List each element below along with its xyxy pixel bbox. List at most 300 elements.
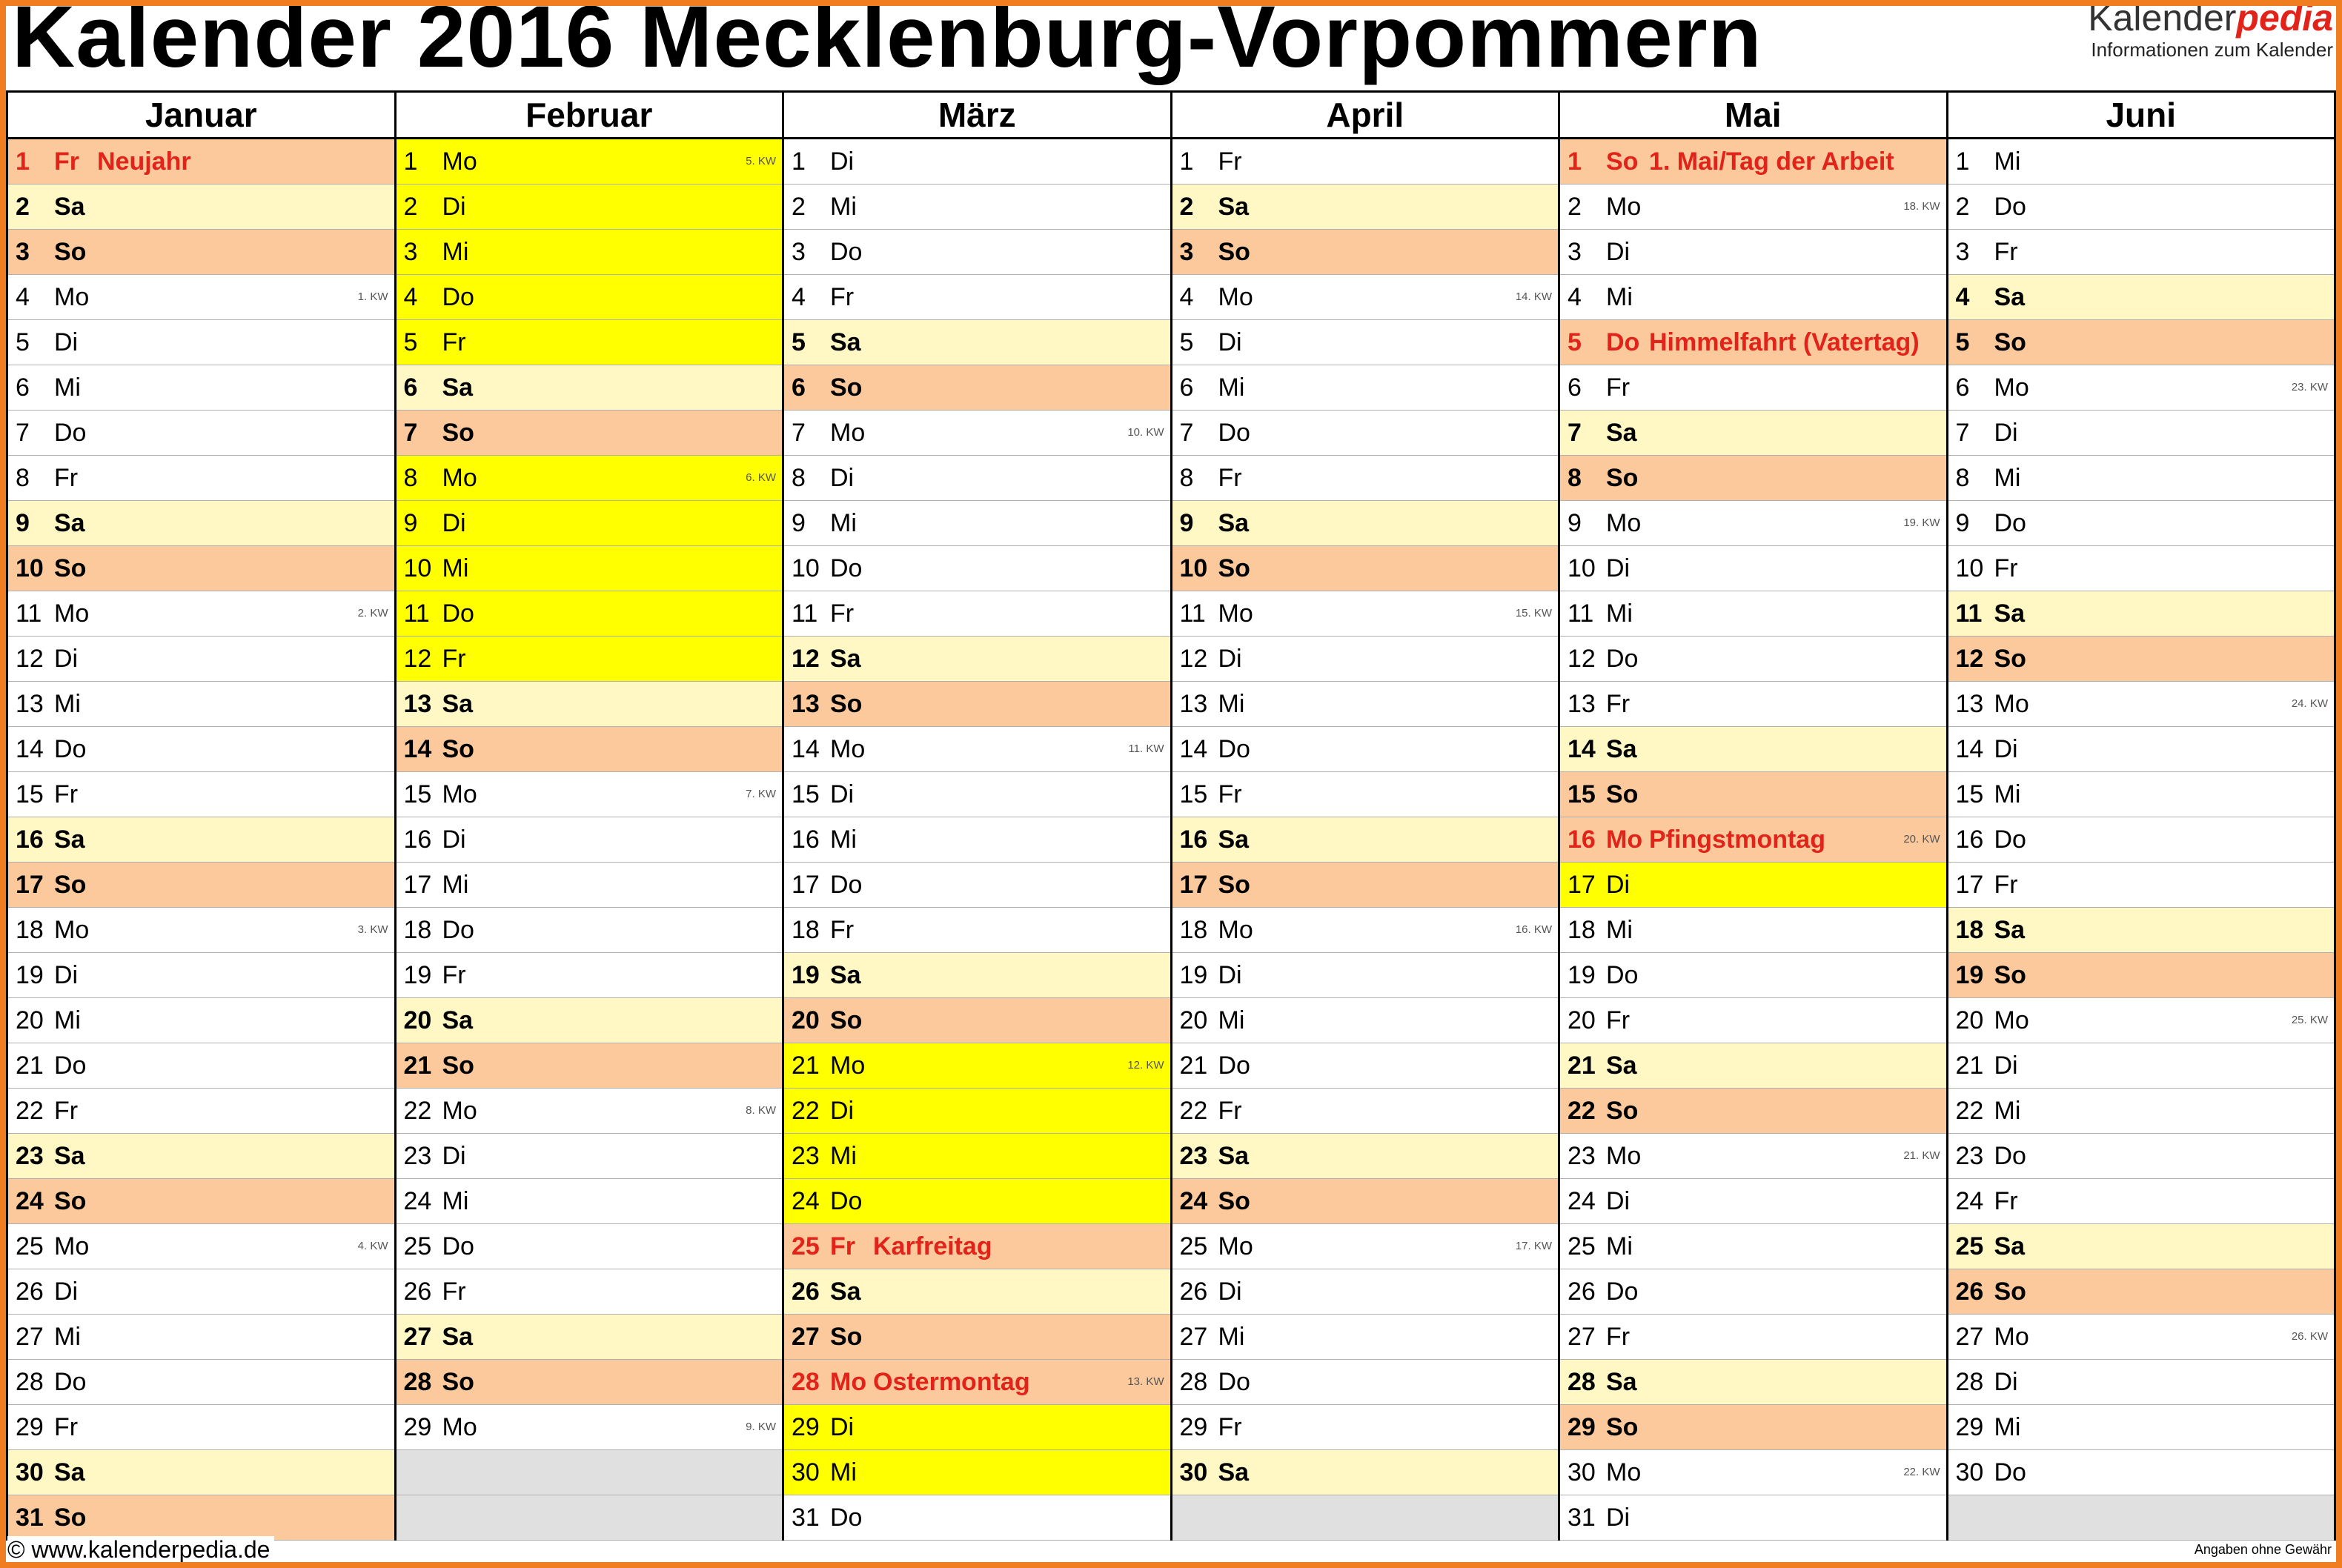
day-number: 14 bbox=[1568, 735, 1596, 763]
day-number: 22 bbox=[1955, 1097, 1984, 1125]
weekday-label: Fr bbox=[442, 961, 466, 989]
weekday-label: Do bbox=[830, 1187, 863, 1215]
weekday-label: Fr bbox=[1218, 1097, 1242, 1125]
day-cell bbox=[8, 365, 394, 411]
weekday-label: So bbox=[442, 1052, 474, 1080]
weekday-label: Mo bbox=[1218, 916, 1253, 944]
day-number: 25 bbox=[792, 1232, 820, 1260]
day-cell bbox=[1172, 501, 1559, 546]
calendar-week-label: 7. KW bbox=[746, 788, 776, 800]
day-number: 18 bbox=[1568, 916, 1596, 944]
day-cell bbox=[1172, 456, 1559, 501]
day-cell bbox=[784, 1089, 1170, 1134]
weekday-label: Sa bbox=[1218, 193, 1250, 221]
month-column bbox=[397, 93, 785, 1541]
day-cell bbox=[784, 365, 1170, 411]
day-cell bbox=[1172, 546, 1559, 591]
brand-subtitle: Informationen zum Kalender bbox=[2091, 39, 2333, 61]
weekday-label: Sa bbox=[830, 645, 861, 673]
weekday-label: So bbox=[1606, 464, 1639, 492]
weekday-label: Fr bbox=[1606, 373, 1631, 402]
day-number: 27 bbox=[1568, 1323, 1596, 1351]
day-cell bbox=[397, 727, 783, 772]
weekday-label: Do bbox=[54, 735, 87, 763]
day-number: 19 bbox=[403, 961, 432, 989]
weekday-label: So bbox=[1994, 645, 2026, 673]
day-number: 29 bbox=[1955, 1413, 1984, 1441]
brand-name-part2: pedia bbox=[2236, 0, 2333, 39]
weekday-label: Mi bbox=[1606, 599, 1633, 628]
weekday-label: Mi bbox=[830, 1142, 857, 1170]
day-number: 23 bbox=[792, 1142, 820, 1170]
holiday-label: Himmelfahrt (Vatertag) bbox=[1649, 328, 1920, 356]
day-number: 10 bbox=[792, 554, 820, 582]
day-cell bbox=[784, 546, 1170, 591]
day-number: 13 bbox=[16, 690, 44, 718]
calendar-week-label: 2. KW bbox=[357, 607, 388, 619]
day-number: 24 bbox=[1955, 1187, 1984, 1215]
day-cell bbox=[397, 772, 783, 817]
day-cell bbox=[1948, 908, 2335, 953]
weekday-label: Mi bbox=[54, 690, 81, 718]
day-cell bbox=[1560, 637, 1946, 682]
day-cell bbox=[1172, 727, 1559, 772]
calendar-week-label: 8. KW bbox=[746, 1104, 776, 1117]
day-cell bbox=[1172, 1315, 1559, 1360]
day-number: 29 bbox=[1179, 1413, 1208, 1441]
weekday-label: Do bbox=[442, 283, 474, 311]
day-number: 12 bbox=[16, 645, 44, 673]
day-cell bbox=[1172, 1043, 1559, 1089]
weekday-label: Mo bbox=[442, 464, 477, 492]
weekday-label: Mo bbox=[54, 916, 90, 944]
day-cell bbox=[397, 637, 783, 682]
weekday-label: Do bbox=[442, 916, 474, 944]
day-number: 12 bbox=[403, 645, 432, 673]
weekday-label: Di bbox=[1994, 735, 2018, 763]
day-cell bbox=[1948, 1179, 2335, 1224]
day-cell bbox=[1948, 1224, 2335, 1269]
day-number: 30 bbox=[16, 1458, 44, 1486]
day-cell bbox=[8, 139, 394, 185]
day-cell bbox=[784, 591, 1170, 637]
day-number: 9 bbox=[1179, 509, 1194, 537]
weekday-label: Do bbox=[54, 419, 87, 447]
day-number: 11 bbox=[403, 599, 430, 628]
weekday-label: Di bbox=[1606, 238, 1631, 266]
day-number: 1 bbox=[1955, 147, 1970, 176]
weekday-label: Di bbox=[830, 1413, 855, 1441]
day-number: 4 bbox=[1568, 283, 1582, 311]
weekday-label: Fr bbox=[54, 780, 79, 808]
weekday-label: So bbox=[54, 554, 87, 582]
calendar-week-label: 24. KW bbox=[2291, 697, 2328, 710]
weekday-label: Mi bbox=[1994, 780, 2021, 808]
day-cell bbox=[1948, 1134, 2335, 1179]
weekday-label: Do bbox=[830, 238, 863, 266]
calendar-week-label: 22. KW bbox=[1903, 1466, 1940, 1478]
day-cell bbox=[784, 185, 1170, 230]
day-number: 18 bbox=[1179, 916, 1208, 944]
day-number: 28 bbox=[1955, 1368, 1984, 1396]
day-number: 16 bbox=[792, 825, 820, 854]
day-cell bbox=[8, 456, 394, 501]
day-cell bbox=[784, 275, 1170, 320]
brand-logo[interactable] bbox=[2088, 0, 2333, 61]
day-number: 17 bbox=[1955, 871, 1984, 899]
day-cell bbox=[1172, 863, 1559, 908]
calendar-week-label: 23. KW bbox=[2291, 381, 2328, 393]
day-number: 4 bbox=[16, 283, 30, 311]
day-cell bbox=[8, 1134, 394, 1179]
day-number: 13 bbox=[1955, 690, 1984, 718]
day-number: 30 bbox=[1179, 1458, 1208, 1486]
weekday-label: Fr bbox=[830, 1232, 855, 1260]
weekday-label: Do bbox=[830, 554, 863, 582]
month-header: Januar bbox=[8, 93, 394, 139]
weekday-label: Di bbox=[1606, 871, 1631, 899]
day-number: 20 bbox=[1955, 1006, 1984, 1034]
weekday-label: Mo bbox=[830, 735, 866, 763]
weekday-label: Mo bbox=[1218, 1232, 1253, 1260]
day-number: 31 bbox=[1568, 1504, 1596, 1532]
day-cell bbox=[8, 953, 394, 998]
weekday-label: Fr bbox=[54, 464, 79, 492]
weekday-label: Fr bbox=[1606, 690, 1631, 718]
day-cell bbox=[1948, 1089, 2335, 1134]
weekday-label: Di bbox=[442, 1142, 466, 1170]
calendar-week-label: 26. KW bbox=[2291, 1330, 2328, 1343]
day-cell bbox=[1560, 1495, 1946, 1541]
day-cell bbox=[8, 908, 394, 953]
weekday-label: So bbox=[54, 238, 87, 266]
day-number: 1 bbox=[792, 147, 806, 176]
weekday-label: Fr bbox=[442, 645, 466, 673]
day-number: 5 bbox=[403, 328, 418, 356]
day-cell bbox=[8, 863, 394, 908]
day-number: 16 bbox=[1179, 825, 1208, 854]
weekday-label: So bbox=[830, 1006, 863, 1034]
day-cell bbox=[8, 1269, 394, 1315]
weekday-label: Do bbox=[1218, 735, 1250, 763]
day-cell bbox=[1948, 1315, 2335, 1360]
day-number: 31 bbox=[792, 1504, 820, 1532]
day-cell bbox=[1948, 365, 2335, 411]
weekday-label: Fr bbox=[1218, 1413, 1242, 1441]
weekday-label: Mi bbox=[1606, 916, 1633, 944]
weekday-label: So bbox=[1994, 961, 2026, 989]
day-number: 28 bbox=[1179, 1368, 1208, 1396]
day-cell bbox=[1560, 411, 1946, 456]
weekday-label: Do bbox=[1994, 509, 2026, 537]
weekday-label: Fr bbox=[1218, 147, 1242, 176]
weekday-label: Do bbox=[1994, 825, 2026, 854]
day-number: 22 bbox=[792, 1097, 820, 1125]
day-cell bbox=[1172, 682, 1559, 727]
weekday-label: Di bbox=[442, 509, 466, 537]
day-number: 11 bbox=[792, 599, 818, 628]
empty-cell bbox=[397, 1450, 783, 1495]
day-cell bbox=[1172, 320, 1559, 365]
day-number: 5 bbox=[1568, 328, 1582, 356]
day-cell bbox=[1948, 230, 2335, 275]
day-number: 28 bbox=[403, 1368, 432, 1396]
day-number: 10 bbox=[16, 554, 44, 582]
day-cell bbox=[397, 456, 783, 501]
day-cell bbox=[1948, 275, 2335, 320]
calendar-week-label: 15. KW bbox=[1515, 607, 1552, 619]
day-number: 1 bbox=[16, 147, 30, 176]
day-cell bbox=[1948, 727, 2335, 772]
day-cell bbox=[1172, 1134, 1559, 1179]
day-cell bbox=[784, 727, 1170, 772]
weekday-label: Mo bbox=[1606, 193, 1642, 221]
day-number: 11 bbox=[1955, 599, 1983, 628]
day-number: 17 bbox=[1568, 871, 1596, 899]
day-cell bbox=[1172, 1405, 1559, 1450]
day-number: 23 bbox=[403, 1142, 432, 1170]
day-cell bbox=[1172, 591, 1559, 637]
day-number: 9 bbox=[792, 509, 806, 537]
weekday-label: Di bbox=[1218, 328, 1242, 356]
weekday-label: Do bbox=[1218, 419, 1250, 447]
weekday-label: Do bbox=[830, 871, 863, 899]
day-number: 27 bbox=[16, 1323, 44, 1351]
day-number: 3 bbox=[1955, 238, 1970, 266]
day-number: 31 bbox=[16, 1504, 44, 1532]
day-number: 16 bbox=[16, 825, 44, 854]
page-title: Kalender 2016 Mecklenburg-Vorpommern bbox=[12, 0, 1762, 86]
day-cell bbox=[1948, 320, 2335, 365]
day-cell bbox=[784, 998, 1170, 1043]
weekday-label: Mi bbox=[830, 1458, 857, 1486]
day-number: 21 bbox=[792, 1052, 820, 1080]
day-number: 6 bbox=[1568, 373, 1582, 402]
day-cell bbox=[397, 908, 783, 953]
day-cell bbox=[8, 591, 394, 637]
day-cell bbox=[1172, 230, 1559, 275]
day-number: 25 bbox=[1568, 1232, 1596, 1260]
day-cell bbox=[784, 1450, 1170, 1495]
weekday-label: Sa bbox=[830, 328, 861, 356]
weekday-label: Sa bbox=[1994, 283, 2026, 311]
day-number: 7 bbox=[16, 419, 30, 447]
day-cell bbox=[1948, 637, 2335, 682]
day-number: 26 bbox=[1568, 1278, 1596, 1306]
day-cell bbox=[8, 320, 394, 365]
holiday-label: Karfreitag bbox=[873, 1232, 992, 1260]
calendar-week-label: 12. KW bbox=[1127, 1059, 1164, 1072]
weekday-label: Sa bbox=[1218, 1458, 1250, 1486]
weekday-label: Sa bbox=[1218, 1142, 1250, 1170]
day-number: 24 bbox=[1568, 1187, 1596, 1215]
calendar-week-label: 10. KW bbox=[1127, 426, 1164, 439]
calendar-week-label: 9. KW bbox=[746, 1421, 776, 1433]
empty-cell bbox=[1172, 1495, 1559, 1541]
day-number: 2 bbox=[792, 193, 806, 221]
day-cell bbox=[1948, 411, 2335, 456]
weekday-label: Di bbox=[830, 780, 855, 808]
weekday-label: Mi bbox=[830, 193, 857, 221]
day-number: 9 bbox=[16, 509, 30, 537]
weekday-label: Mo bbox=[1606, 1458, 1642, 1486]
day-number: 28 bbox=[792, 1368, 820, 1396]
day-number: 28 bbox=[16, 1368, 44, 1396]
weekday-label: Sa bbox=[442, 1006, 474, 1034]
day-cell bbox=[397, 1269, 783, 1315]
weekday-label: So bbox=[442, 1368, 474, 1396]
day-number: 24 bbox=[792, 1187, 820, 1215]
day-number: 3 bbox=[792, 238, 806, 266]
weekday-label: Do bbox=[442, 1232, 474, 1260]
calendar-week-label: 11. KW bbox=[1128, 743, 1164, 755]
day-number: 20 bbox=[1179, 1006, 1208, 1034]
day-number: 7 bbox=[1955, 419, 1970, 447]
day-cell bbox=[784, 320, 1170, 365]
day-cell bbox=[1172, 1360, 1559, 1405]
weekday-label: Mo bbox=[442, 780, 477, 808]
day-cell bbox=[1560, 1405, 1946, 1450]
weekday-label: So bbox=[1218, 1187, 1250, 1215]
footer-copyright[interactable]: © www.kalenderpedia.de bbox=[7, 1536, 274, 1564]
weekday-label: Fr bbox=[1218, 464, 1242, 492]
weekday-label: Mo bbox=[1994, 1006, 2029, 1034]
day-cell bbox=[1172, 1269, 1559, 1315]
weekday-label: Di bbox=[1606, 1504, 1631, 1532]
weekday-label: Mo bbox=[1218, 283, 1253, 311]
day-cell bbox=[1948, 953, 2335, 998]
day-number: 22 bbox=[16, 1097, 44, 1125]
day-number: 3 bbox=[403, 238, 418, 266]
day-cell bbox=[1560, 456, 1946, 501]
day-cell bbox=[1948, 546, 2335, 591]
day-number: 3 bbox=[1179, 238, 1194, 266]
day-cell bbox=[1560, 772, 1946, 817]
weekday-label: Mi bbox=[54, 1006, 81, 1034]
day-number: 24 bbox=[16, 1187, 44, 1215]
day-cell bbox=[1560, 1450, 1946, 1495]
calendar-week-label: 6. KW bbox=[746, 471, 776, 484]
weekday-label: Do bbox=[1218, 1052, 1250, 1080]
weekday-label: Fr bbox=[442, 1278, 466, 1306]
day-number: 17 bbox=[403, 871, 432, 899]
day-number: 28 bbox=[1568, 1368, 1596, 1396]
weekday-label: Di bbox=[1218, 645, 1242, 673]
weekday-label: Mi bbox=[442, 1187, 469, 1215]
weekday-label: Fr bbox=[830, 283, 855, 311]
weekday-label: Mi bbox=[1606, 1232, 1633, 1260]
day-number: 12 bbox=[1955, 645, 1984, 673]
day-cell bbox=[784, 772, 1170, 817]
weekday-label: Di bbox=[54, 328, 79, 356]
day-number: 16 bbox=[1568, 825, 1596, 854]
day-number: 1 bbox=[403, 147, 418, 176]
day-cell bbox=[784, 411, 1170, 456]
day-number: 9 bbox=[1568, 509, 1582, 537]
weekday-label: Sa bbox=[442, 373, 474, 402]
weekday-label: Di bbox=[442, 825, 466, 854]
day-number: 8 bbox=[1955, 464, 1970, 492]
weekday-label: Mo bbox=[442, 1097, 477, 1125]
weekday-label: Mo bbox=[1218, 599, 1253, 628]
weekday-label: Mo bbox=[54, 1232, 90, 1260]
day-cell bbox=[1948, 456, 2335, 501]
calendar-week-label: 21. KW bbox=[1903, 1149, 1940, 1162]
calendar-week-label: 3. KW bbox=[357, 923, 388, 936]
weekday-label: Di bbox=[1994, 419, 2018, 447]
day-number: 5 bbox=[1955, 328, 1970, 356]
day-number: 25 bbox=[1179, 1232, 1208, 1260]
calendar-week-label: 4. KW bbox=[357, 1240, 388, 1252]
day-cell bbox=[784, 1043, 1170, 1089]
weekday-label: Fr bbox=[1606, 1323, 1631, 1351]
calendar-grid bbox=[6, 90, 2336, 1541]
day-cell bbox=[1948, 1269, 2335, 1315]
day-cell bbox=[1172, 772, 1559, 817]
day-number: 30 bbox=[792, 1458, 820, 1486]
day-cell bbox=[8, 682, 394, 727]
weekday-label: Mi bbox=[830, 825, 857, 854]
day-number: 5 bbox=[16, 328, 30, 356]
day-cell bbox=[8, 411, 394, 456]
day-cell bbox=[1560, 1224, 1946, 1269]
day-cell bbox=[1172, 139, 1559, 185]
day-number: 17 bbox=[16, 871, 44, 899]
day-cell bbox=[1560, 230, 1946, 275]
day-cell bbox=[784, 1495, 1170, 1541]
weekday-label: Sa bbox=[54, 825, 85, 854]
empty-cell bbox=[1948, 1495, 2335, 1541]
weekday-label: Sa bbox=[1606, 1368, 1637, 1396]
day-number: 8 bbox=[1568, 464, 1582, 492]
day-number: 10 bbox=[1568, 554, 1596, 582]
weekday-label: Di bbox=[54, 961, 79, 989]
day-number: 25 bbox=[16, 1232, 44, 1260]
day-number: 27 bbox=[1955, 1323, 1984, 1351]
day-number: 16 bbox=[403, 825, 432, 854]
weekday-label: Mi bbox=[1218, 690, 1245, 718]
day-number: 13 bbox=[403, 690, 432, 718]
calendar-week-label: 13. KW bbox=[1127, 1375, 1164, 1388]
weekday-label: Sa bbox=[442, 690, 474, 718]
weekday-label: Do bbox=[1994, 193, 2026, 221]
day-cell bbox=[784, 1179, 1170, 1224]
day-cell bbox=[1560, 1134, 1946, 1179]
day-number: 5 bbox=[792, 328, 806, 356]
weekday-label: Do bbox=[1994, 1142, 2026, 1170]
day-number: 19 bbox=[1568, 961, 1596, 989]
weekday-label: So bbox=[830, 690, 863, 718]
month-column bbox=[1172, 93, 1561, 1541]
calendar-week-label: 5. KW bbox=[746, 155, 776, 167]
weekday-label: Di bbox=[54, 645, 79, 673]
day-cell bbox=[1560, 817, 1946, 863]
weekday-label: Mi bbox=[54, 1323, 81, 1351]
weekday-label: Mo bbox=[1994, 690, 2029, 718]
month-column bbox=[784, 93, 1172, 1541]
day-cell bbox=[8, 546, 394, 591]
weekday-label: Do bbox=[1606, 1278, 1639, 1306]
weekday-label: So bbox=[54, 871, 87, 899]
day-cell bbox=[784, 863, 1170, 908]
day-cell bbox=[1560, 1043, 1946, 1089]
weekday-label: Do bbox=[54, 1368, 87, 1396]
day-cell bbox=[1560, 185, 1946, 230]
day-number: 12 bbox=[792, 645, 820, 673]
day-number: 10 bbox=[1955, 554, 1984, 582]
day-cell bbox=[397, 275, 783, 320]
day-cell bbox=[1560, 1179, 1946, 1224]
